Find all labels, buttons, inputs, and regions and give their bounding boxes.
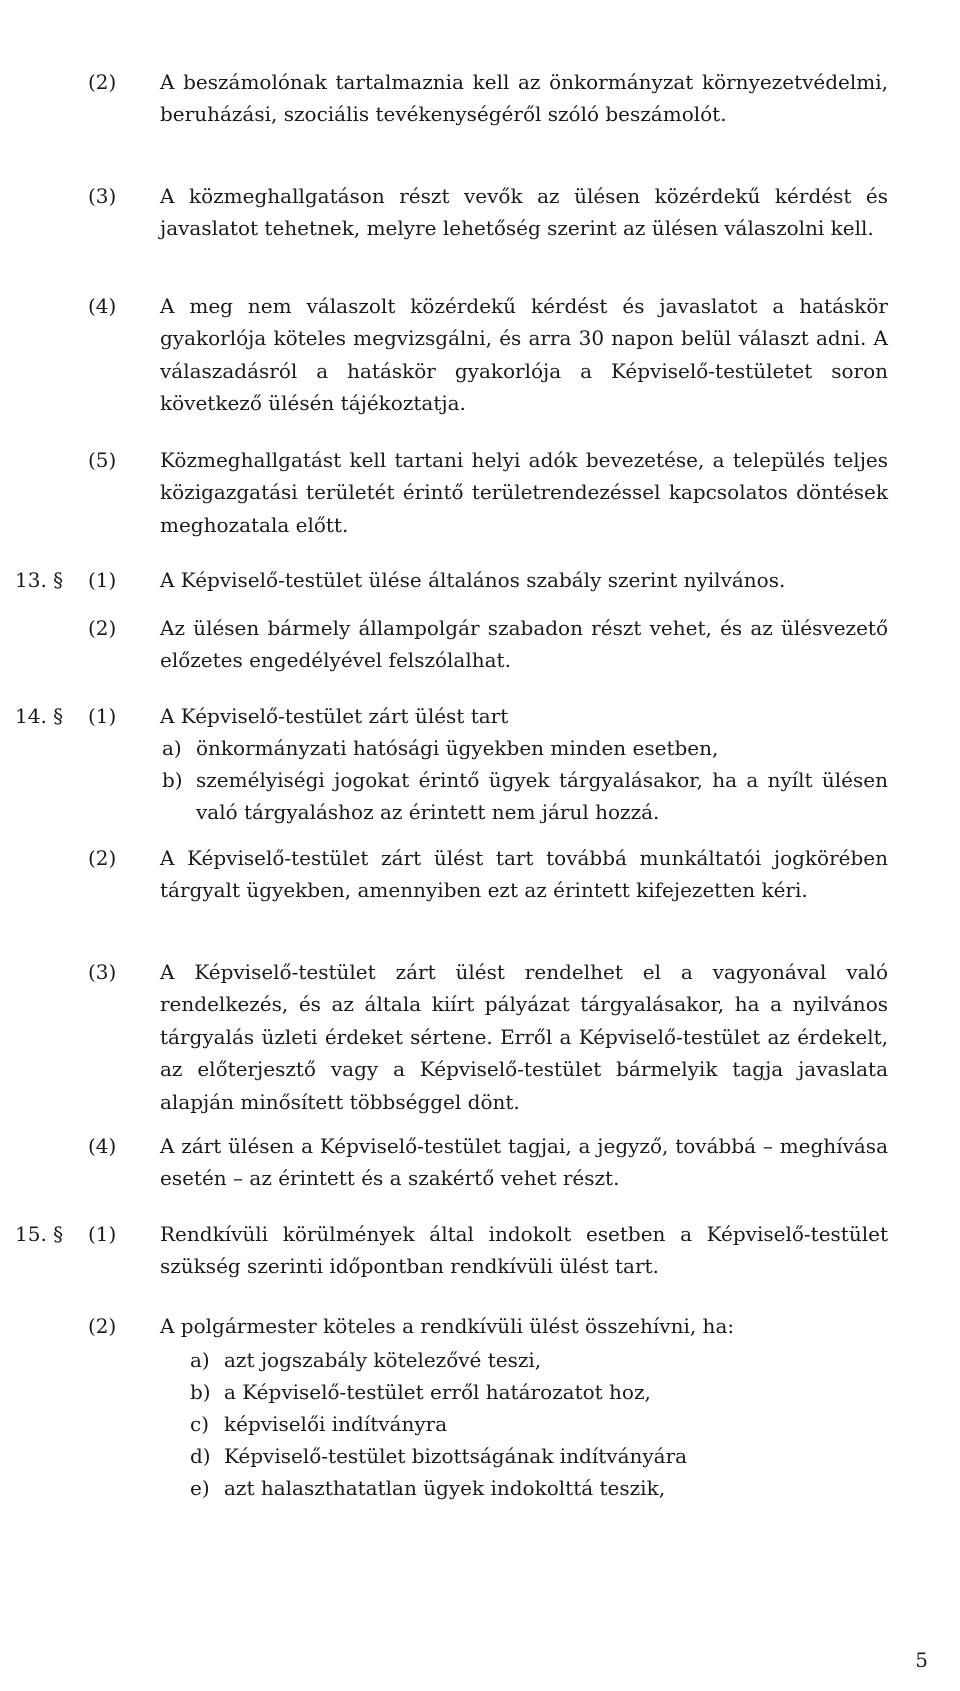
list-item [190, 1408, 447, 1440]
list-item [162, 732, 718, 764]
paragraph-text: A közmeghallgatáson részt vevők az ülésen közérdekű kérdést és javaslatot tehetnek, melyre lehetőség szerint az ülésen válaszolni kell. [160, 184, 888, 241]
paragraph-number: (4) [88, 1134, 117, 1158]
list-item-text: a Képviselő-testület erről határozatot hoz, [224, 1380, 651, 1404]
list-item-text: személyiségi jogokat érintő ügyek tárgyalásakor, ha a nyílt ülésen való tárgyaláshoz az érintett nem járul hozzá. [196, 768, 888, 824]
paragraph-text: A Képviselő-testület ülése általános szabály szerint nyilvános. [160, 568, 786, 592]
list-item-text: azt halaszthatatlan ügyek indokolttá teszik, [224, 1476, 666, 1500]
paragraph-number: (1) [88, 1222, 117, 1246]
paragraph-number: (5) [88, 448, 117, 472]
paragraph-text: A Képviselő-testület zárt ülést tart továbbá munkáltatói jogkörében tárgyalt ügyekben, amennyiben ezt az érintett kifejezetten kéri. [160, 846, 888, 903]
list-item-label: a) [190, 1348, 210, 1372]
paragraph-number: (2) [88, 70, 117, 94]
list-item [190, 1472, 665, 1504]
paragraph-text: A Képviselő-testület zárt ülést tart [160, 704, 509, 728]
paragraph-text: Közmeghallgatást kell tartani helyi adók bevezetése, a település teljes közigazgatási területét érintő területrendezéssel kapcsolatos döntések meghozatala előtt. [160, 448, 888, 537]
paragraph-number: (2) [88, 846, 117, 870]
list-item-label: b) [190, 1380, 211, 1404]
paragraph-number: (2) [88, 616, 117, 640]
list-item-label: e) [190, 1476, 210, 1500]
list-item-text: Képviselő-testület bizottságának indítványára [224, 1444, 688, 1468]
list-item-text: azt jogszabály kötelezővé teszi, [224, 1348, 542, 1372]
paragraph-number: (1) [88, 704, 117, 728]
paragraph-number: (4) [88, 294, 117, 318]
list-item [190, 1440, 687, 1472]
list-item [162, 764, 888, 828]
paragraph-text: A zárt ülésen a Képviselő-testület tagjai, a jegyző, továbbá – meghívása esetén – az érintett és a szakértő vehet részt. [160, 1134, 888, 1191]
section-number: 15. § [15, 1222, 64, 1246]
paragraph-text: Rendkívüli körülmények által indokolt esetben a Képviselő-testület szükség szerinti időpontban rendkívüli ülést tart. [160, 1222, 888, 1279]
paragraph-number: (2) [88, 1314, 117, 1338]
paragraph-text: A meg nem válaszolt közérdekű kérdést és javaslatot a hatáskör gyakorlója köteles megvizsgálni, és arra 30 napon belül választ adni. A válaszadásról a hatáskör gyakorlója a Képviselő-testületet soron következő ülésén tájékoztatja. [160, 294, 888, 416]
section-number: 13. § [15, 568, 64, 592]
list-item [190, 1376, 651, 1408]
paragraph-number: (3) [88, 184, 117, 208]
paragraph-number: (3) [88, 960, 117, 984]
section-number: 14. § [15, 704, 64, 728]
list-item-label: b) [162, 768, 183, 792]
list-item-label: a) [162, 736, 182, 760]
paragraph-number: (1) [88, 568, 117, 592]
paragraph-text: A beszámolónak tartalmaznia kell az önkormányzat környezetvédelmi, beruházási, szociális tevékenységéről szóló beszámolót. [160, 70, 888, 127]
paragraph-text: A Képviselő-testület zárt ülést rendelhet el a vagyonával való rendelkezés, és az általa kiírt pályázat tárgyalásakor, ha a nyilvános tárgyalás üzleti érdeket sértene. Erről a Képviselő-testület az érdekelt, az előterjesztő vagy a Képviselő-testület bármelyik tagja javaslata alapján minősített többséggel dönt. [160, 960, 888, 1114]
list-item [190, 1344, 541, 1376]
page-number: 5 [915, 1648, 928, 1672]
list-item-label: d) [190, 1444, 211, 1468]
paragraph-text: A polgármester köteles a rendkívüli ülést összehívni, ha: [160, 1314, 735, 1338]
list-item-text: önkormányzati hatósági ügyekben minden esetben, [196, 736, 719, 760]
paragraph-text: Az ülésen bármely állampolgár szabadon részt vehet, és az ülésvezető előzetes engedélyével felszólalhat. [160, 616, 888, 673]
list-item-text: képviselői indítványra [224, 1412, 448, 1436]
list-item-label: c) [190, 1412, 210, 1436]
